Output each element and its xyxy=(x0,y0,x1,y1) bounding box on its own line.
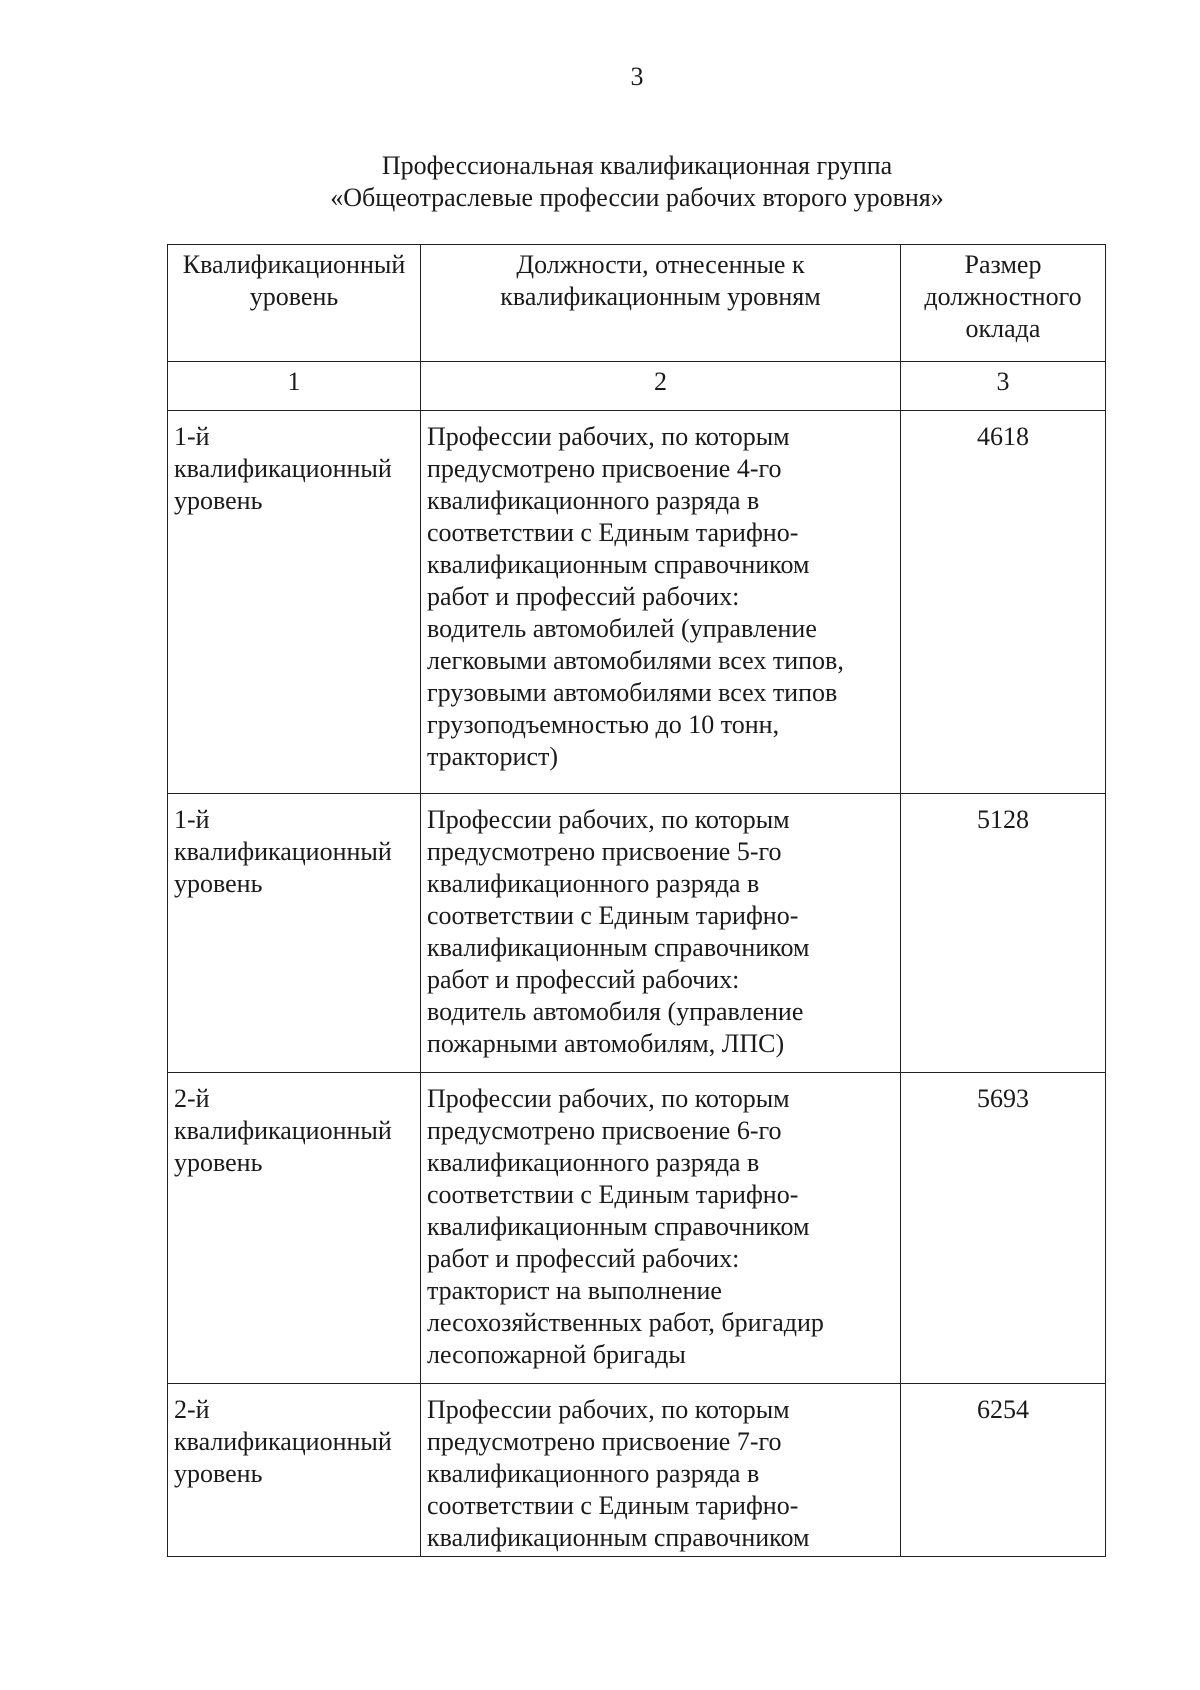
positions-text: работ и профессий рабочих: xyxy=(427,582,740,611)
positions-text: квалификационным справочником xyxy=(427,1212,810,1241)
level-text: уровень xyxy=(174,1148,263,1177)
positions-text: соответствии с Единым тарифно- xyxy=(427,901,799,930)
positions-text: предусмотрено присвоение 4-го xyxy=(427,454,782,483)
table-row xyxy=(168,411,1106,794)
positions-text: Профессии рабочих, по которым xyxy=(427,805,790,834)
positions-text: лесохозяйственных работ, бригадир xyxy=(427,1308,824,1337)
qualification-level-cell xyxy=(168,1073,421,1384)
level-text: квалификационный xyxy=(174,837,392,866)
header-positions xyxy=(421,245,901,362)
positions-text: грузоподъемностью до 10 тонн, xyxy=(427,710,780,739)
header-text: Квалификационный xyxy=(182,250,406,279)
positions-text: квалификационного разряда в xyxy=(427,1148,760,1177)
positions-text: водитель автомобилей (управление xyxy=(427,614,817,643)
header-text: квалификационным уровням xyxy=(500,282,821,311)
positions-text: предусмотрено присвоение 7-го xyxy=(427,1427,782,1456)
table-row xyxy=(168,1073,1106,1384)
heading-line-1: Профессиональная квалификационная группа xyxy=(381,151,893,180)
level-text: 2-й xyxy=(174,1084,210,1113)
header-text: оклада xyxy=(965,314,1041,343)
positions-text: квалификационного разряда в xyxy=(427,1459,760,1488)
salary-table xyxy=(167,244,1106,1557)
heading-line-2: «Общеотраслевые профессии рабочих второго уровня» xyxy=(330,183,944,212)
positions-text: грузовыми автомобилями всех типов xyxy=(427,678,838,707)
level-text: квалификационный xyxy=(174,1427,392,1456)
positions-text: пожарными автомобилям, ЛПС) xyxy=(427,1029,785,1058)
column-number: 2 xyxy=(421,362,901,411)
level-text: уровень xyxy=(174,486,263,515)
document-heading xyxy=(0,150,1200,214)
positions-text: предусмотрено присвоение 5-го xyxy=(427,837,782,866)
positions-text: соответствии с Единым тарифно- xyxy=(427,1491,799,1520)
positions-text: работ и профессий рабочих: xyxy=(427,1244,740,1273)
positions-text: квалификационным справочником xyxy=(427,550,810,579)
positions-text: легковыми автомобилями всех типов, xyxy=(427,646,844,675)
positions-text: предусмотрено присвоение 6-го xyxy=(427,1116,782,1145)
level-text: 1-й xyxy=(174,805,210,834)
table-row xyxy=(168,794,1106,1073)
salary-cell: 6254 xyxy=(901,1384,1106,1557)
header-text: должностного xyxy=(924,282,1082,311)
positions-cell xyxy=(421,1073,901,1384)
positions-text: Профессии рабочих, по которым xyxy=(427,1395,790,1424)
table-row xyxy=(168,1384,1106,1557)
level-text: уровень xyxy=(174,1459,263,1488)
positions-cell xyxy=(421,794,901,1073)
table-header-row xyxy=(168,245,1106,362)
positions-text: лесопожарной бригады xyxy=(427,1340,686,1369)
positions-text: соответствии с Единым тарифно- xyxy=(427,518,799,547)
qualification-level-cell xyxy=(168,1384,421,1557)
positions-text: соответствии с Единым тарифно- xyxy=(427,1180,799,1209)
column-number: 3 xyxy=(901,362,1106,411)
level-text: уровень xyxy=(174,869,263,898)
level-text: 2-й xyxy=(174,1395,210,1424)
level-text: квалификационный xyxy=(174,1116,392,1145)
positions-text: Профессии рабочих, по которым xyxy=(427,1084,790,1113)
salary-cell: 5128 xyxy=(901,794,1106,1073)
positions-cell xyxy=(421,411,901,794)
page-number: 3 xyxy=(630,62,644,91)
positions-text: квалификационного разряда в xyxy=(427,486,760,515)
header-text: Должности, отнесенные к xyxy=(516,250,805,279)
positions-text: квалификационным справочником xyxy=(427,1523,810,1552)
positions-text: Профессии рабочих, по которым xyxy=(427,422,790,451)
column-number: 1 xyxy=(168,362,421,411)
qualification-level-cell xyxy=(168,411,421,794)
level-text: 1-й xyxy=(174,422,210,451)
positions-text: водитель автомобиля (управление xyxy=(427,997,804,1026)
column-number-row xyxy=(168,362,1106,411)
positions-cell xyxy=(421,1384,901,1557)
header-text: Размер xyxy=(964,250,1042,279)
level-text: квалификационный xyxy=(174,454,392,483)
positions-text: квалификационным справочником xyxy=(427,933,810,962)
header-text: уровень xyxy=(249,282,339,311)
salary-cell: 4618 xyxy=(901,411,1106,794)
header-salary xyxy=(901,245,1106,362)
positions-text: квалификационного разряда в xyxy=(427,869,760,898)
header-qualification-level xyxy=(168,245,421,362)
positions-text: работ и профессий рабочих: xyxy=(427,965,740,994)
qualification-level-cell xyxy=(168,794,421,1073)
positions-text: тракторист) xyxy=(427,742,559,771)
salary-cell: 5693 xyxy=(901,1073,1106,1384)
positions-text: тракторист на выполнение xyxy=(427,1276,722,1305)
